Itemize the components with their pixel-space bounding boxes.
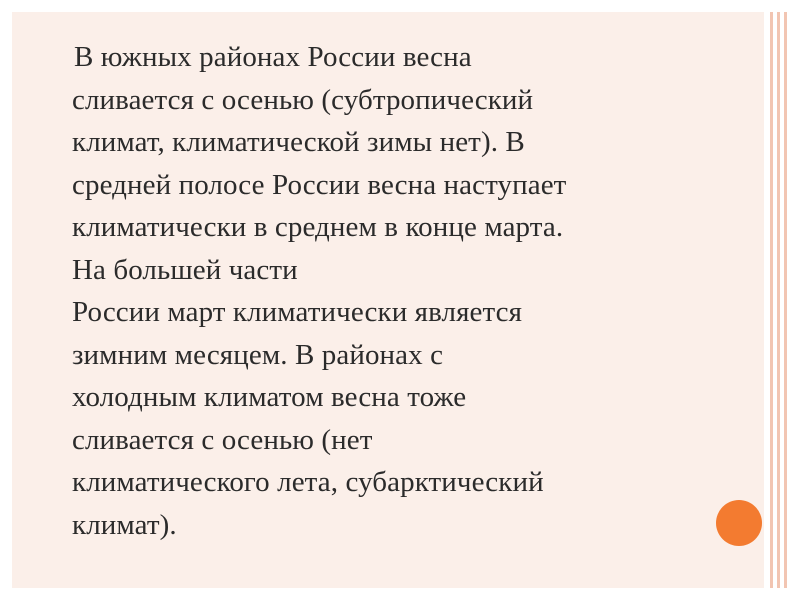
decorative-rule — [784, 12, 787, 588]
text-line: климат, климатической зимы нет). В — [72, 126, 525, 158]
decorative-rule — [770, 12, 773, 588]
text-line: В южных районах России весна — [74, 41, 472, 73]
text-line: зимним месяцем. В районах с — [72, 338, 444, 371]
text-line: климатически в среднем в конце марта. — [72, 211, 564, 243]
text-line: сливается с осенью (нет — [72, 423, 373, 456]
text-line: России март климатически является — [72, 296, 523, 328]
text-line: сливается с осенью (субтропический — [72, 83, 534, 116]
text-line: На большей части — [72, 253, 298, 286]
text-line: климат). — [72, 508, 177, 541]
text-line: холодным климатом весна тоже — [72, 381, 467, 413]
decorative-rule — [777, 12, 780, 588]
body-text — [72, 36, 732, 546]
text-line: климатического лета, субарктический — [72, 466, 544, 498]
text-line: средней полосе России весна наступает — [72, 168, 567, 201]
accent-circle-icon — [716, 500, 762, 546]
